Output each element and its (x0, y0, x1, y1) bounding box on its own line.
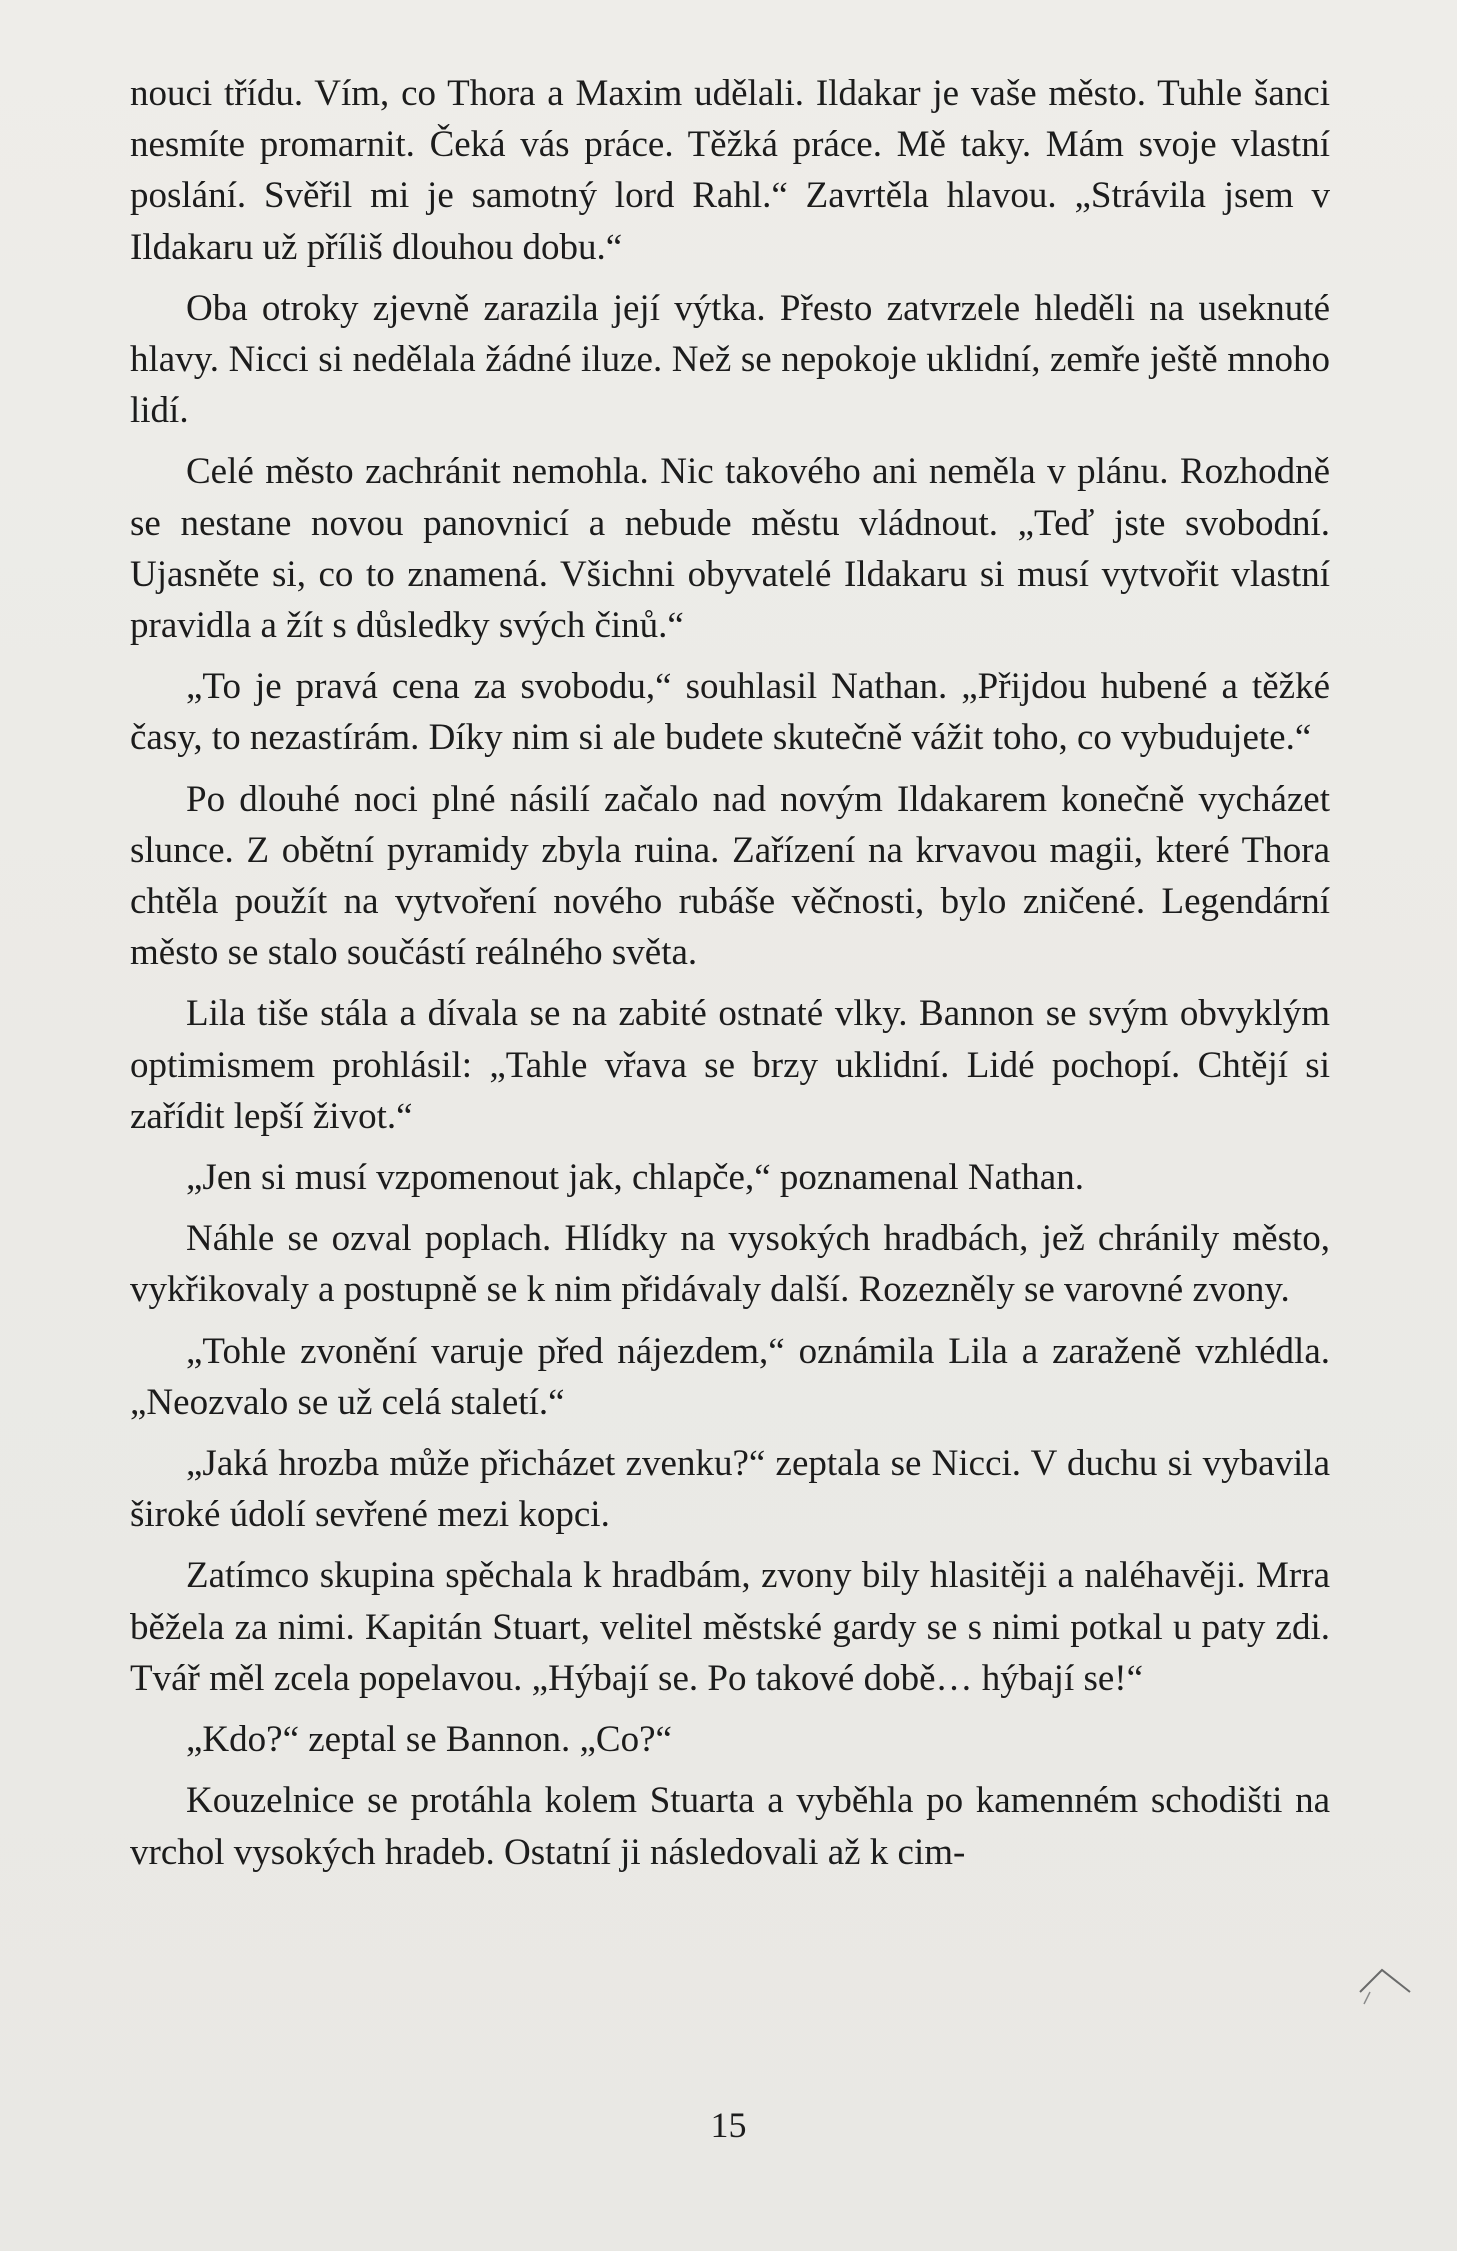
paragraph: Oba otroky zjevně zarazila její výtka. Přesto zatvrzele hleděli na useknuté hlavy. Nicci si nedělala žádné iluze. Než se nepokoje uklidní, zemře ještě mnoho lidí. (130, 287, 1330, 432)
paragraph: Po dlouhé noci plné násilí začalo nad novým Ildakarem konečně vycházet slunce. Z obětní pyramidy zbyla ruina. Zařízení na krvavou magii, které Thora chtěla použít na vytvoření nového rubáše věčnosti, bylo zničené. Legendární město se stalo součástí reálného světa. (130, 778, 1330, 974)
paragraph: „Jen si musí vzpomenout jak, chlapče,“ poznamenal Nathan. (186, 1157, 1084, 1199)
paragraph: „To je pravá cena za svobodu,“ souhlasil Nathan. „Přijdou hubené a těžké časy, to nezastírám. Díky nim si ale budete skutečně vážit toho, co vybudujete.“ (130, 666, 1330, 759)
paragraph: Náhle se ozval poplach. Hlídky na vysokých hradbách, jež chránily město, vykřikovaly a postupně se k nim přidávaly další. Rozezněly se varovné zvony. (130, 1218, 1330, 1311)
paragraph: Zatímco skupina spěchala k hradbám, zvony bily hlasitěji a naléhavěji. Mrra běžela za nimi. Kapitán Stuart, velitel městské gardy se s nimi potkal u paty zdi. Tvář měl zcela popelavou. „Hýbají se. Po takové době… hýbají se!“ (130, 1555, 1330, 1699)
paragraph: „Tohle zvonění varuje před nájezdem,“ oznámila Lila a zaraženě vzhlédla. „Neozvalo se už celá staletí.“ (130, 1330, 1330, 1423)
paragraph: nouci třídu. Vím, co Thora a Maxim udělali. Ildakar je vaše město. Tuhle šanci nesmíte promarnit. Čeká vás práce. Těžká práce. Mě taky. Mám svoje vlastní poslání. Svěřil mi je samotný lord Rahl.“ Zavrtěla hlavou. „Strávila jsem v Ildakaru už příliš dlouhou dobu.“ (130, 73, 1330, 268)
paragraph: Lila tiše stála a dívala se na zabité ostnaté vlky. Bannon se svým obvyklým optimismem prohlásil: „Tahle vřava se brzy uklidní. Lidé pochopí. Chtějí si zařídit lepší život.“ (130, 993, 1330, 1137)
paragraph: Kouzelnice se protáhla kolem Stuarta a vyběhla po kamenném schodišti na vrchol vysokých hradeb. Ostatní ji následovali až k cim- (130, 1780, 1330, 1873)
paragraph: Celé město zachránit nemohla. Nic takového ani neměla v plánu. Rozhodně se nestane novou panovnicí a nebude městu vládnout. „Teď jste svobodní. Ujasněte si, co to znamená. Všichni obyvatelé Ildakaru si musí vytvořit vlastní pravidla a žít s důsledky svých činů.“ (130, 451, 1330, 647)
paragraph: „Kdo?“ zeptal se Bannon. „Co?“ (186, 1719, 672, 1761)
pencil-mark-icon (1350, 1962, 1420, 2012)
body-text (130, 68, 1330, 1888)
page-number: 15 (710, 2105, 747, 2145)
paragraph: „Jaká hrozba může přicházet zvenku?“ zeptala se Nicci. V duchu si vybavila široké údolí sevřené mezi kopci. (130, 1443, 1330, 1536)
